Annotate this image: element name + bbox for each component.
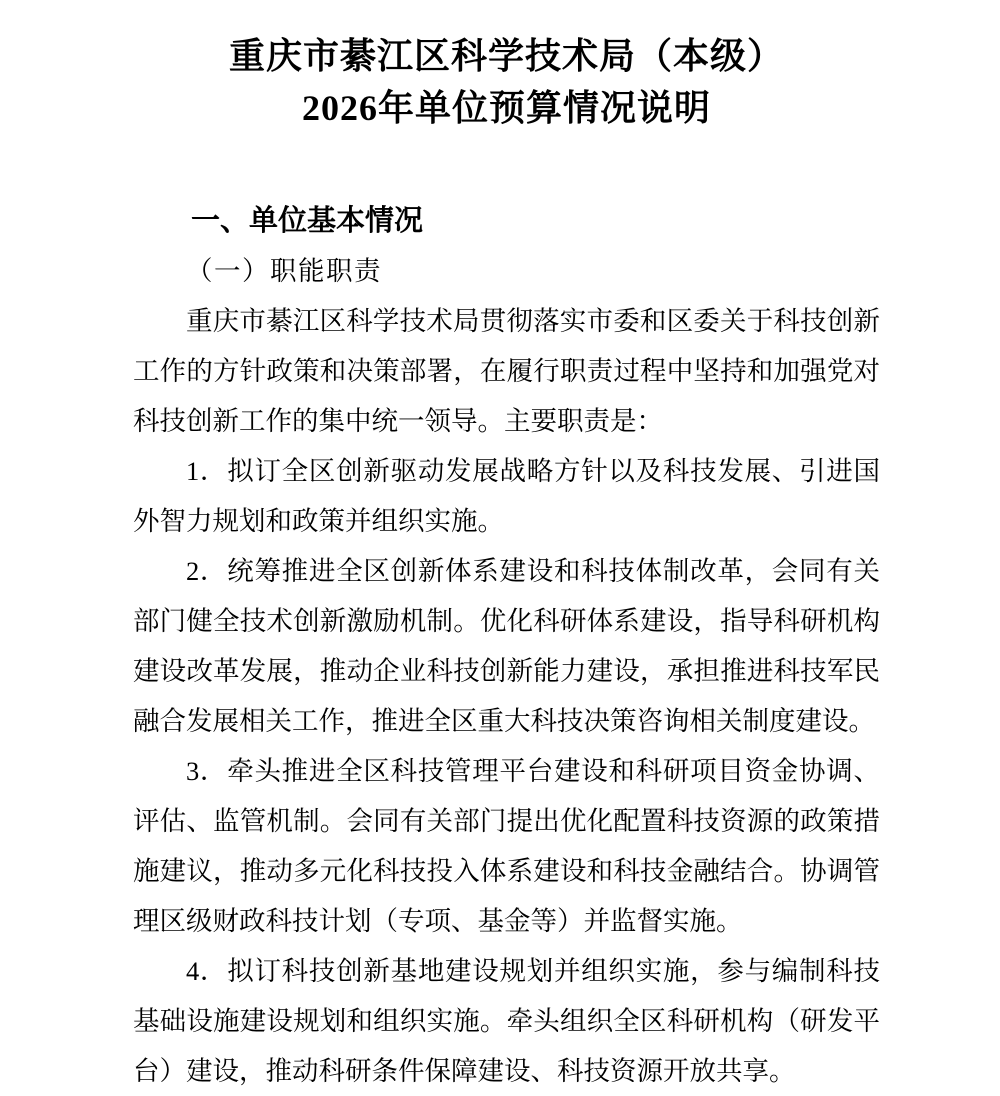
subsection-heading-duties: （一）职能职责: [186, 256, 382, 287]
document-title-line-2: 2026年单位预算情况说明: [301, 88, 711, 129]
paragraph-duties-intro: 重庆市綦江区科学技术局贯彻落实市委和区委关于科技创新工作的方针政策和决策部署，在履行职责过程中坚持和加强党对科技创新工作的集中统一领导。主要职责是：: [133, 306, 880, 437]
section-heading-basic-information: 一、单位基本情况: [191, 205, 424, 238]
paragraph-duty-item-1: 1．拟订全区创新驱动发展战略方针以及科技发展、引进国外智力规划和政策并组织实施。: [133, 456, 880, 537]
paragraph-duty-item-3: 3．牵头推进全区科技管理平台建设和科研项目资金协调、评估、监管机制。会同有关部门提出优化配置科技资源的政策措施建议，推动多元化科技投入体系建设和科技金融结合。协调管理区级财政科技计划（专项、基金等）并监督实施。: [133, 756, 880, 937]
paragraph-duty-item-2: 2．统筹推进全区创新体系建设和科技体制改革，会同有关部门健全技术创新激励机制。优化科研体系建设，指导科研机构建设改革发展，推动企业科技创新能力建设，承担推进科技军民融合发展相关工作，推进全区重大科技决策咨询相关制度建设。: [133, 556, 880, 737]
paragraph-duty-item-4: 4．拟订科技创新基地建设规划并组织实施，参与编制科技基础设施建设规划和组织实施。牵头组织全区科研机构（研发平台）建设，推动科研条件保障建设、科技资源开放共享。: [133, 956, 880, 1087]
document-title: [133, 30, 880, 134]
document-title-line-1: 重庆市綦江区科学技术局（本级）: [228, 36, 784, 77]
